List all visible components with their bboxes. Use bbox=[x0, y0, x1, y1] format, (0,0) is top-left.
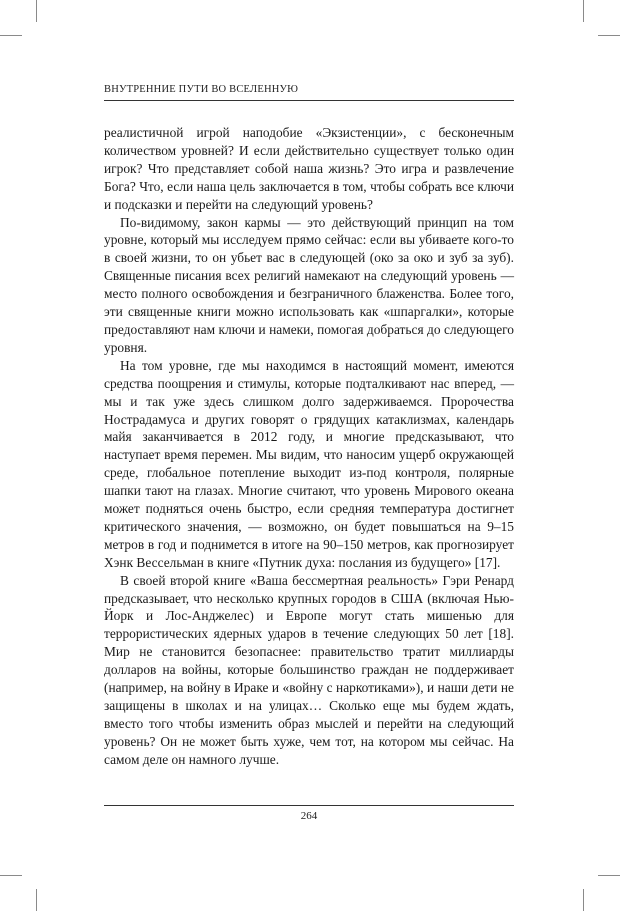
footer-rule bbox=[104, 805, 514, 806]
paragraph: По-видимому, закон кармы — это действующий принцип на том уровне, который мы исследуем прямо сейчас: если вы убиваете кого-то в своей жизни, то он убьет вас в следующей (око за око и зуб за зуб). Священные писания всех религий намекают на следующий уровень — место полного освобождения и безграничного блаженства. Более того, эти священные книги можно использовать как «шпаргалки», которые предоставляют нам ключи и намеки, помогая добраться до следующего уровня. bbox=[104, 214, 514, 355]
crop-mark bbox=[36, 889, 37, 911]
crop-mark bbox=[36, 0, 37, 22]
crop-mark bbox=[0, 35, 22, 36]
crop-mark bbox=[583, 0, 584, 22]
crop-mark bbox=[0, 875, 22, 876]
paragraph: В своей второй книге «Ваша бессмертная реальность» Гэри Ренард предсказывает, что несколько крупных городов в США (включая Нью-Йорк и Лос-Анджелес) и Европе могут стать мишенью для террористических ядерных ударов в течение следующих 50 лет [18]. Мир не становится безопаснее: правительство тратит миллиарды долларов на войны, которые большинство граждан не поддерживает (например, на войну в Ираке и «войну с наркотиками»), и наши дети не защищены в школах и на улицах… Сколько еще мы будем ждать, вместо того чтобы изменить образ мыслей и перейти на следующий уровень? Он не может быть хуже, чем тот, на котором мы сейчас. На самом деле он намного лучше. bbox=[104, 572, 514, 767]
crop-mark bbox=[598, 35, 620, 36]
header-rule bbox=[104, 100, 514, 101]
body-text bbox=[104, 124, 514, 769]
running-head: ВНУТРЕННИЕ ПУТИ ВО ВСЕЛЕННУЮ bbox=[104, 84, 299, 95]
page-number: 264 bbox=[300, 810, 318, 822]
crop-mark bbox=[598, 875, 620, 876]
paragraph: реалистичной игрой наподобие «Экзистенции», с бесконечным количеством уровней? И если действительно существует только один игрок? Что представляет собой наша жизнь? Это игра и развлечение Бога? Что, если наша цель заключается в том, чтобы собрать все ключи и подсказки и перейти на следующий уровень? bbox=[104, 125, 514, 212]
crop-mark bbox=[583, 889, 584, 911]
paragraph: На том уровне, где мы находимся в настоящий момент, имеются средства поощрения и стимулы, которые подталкивают нас вперед, — мы и так уже здесь слишком долго задерживаемся. Пророчества Нострадамуса и других говорят о грядущих катаклизмах, календарь майя заканчивается в 2012 году, и многие предсказывают, что наступает время перемен. Мы видим, что наносим ущерб окружающей среде, глобальное потепление выходит из-под контроля, полярные шапки тают на глазах. Многие считают, что уровень Мирового океана может подняться очень быстро, если средняя температура достигнет критического значения, — возможно, он будет повышаться на 9–15 метров в год и поднимется в итоге на 90–150 метров, как прогнозирует Хэнк Вессельман в книге «Путник духа: послания из будущего» [17]. bbox=[104, 357, 514, 570]
